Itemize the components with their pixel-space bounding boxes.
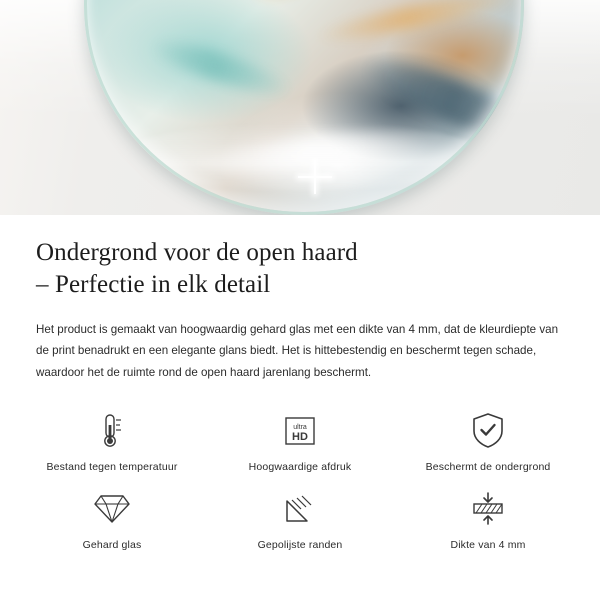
feature-item-polished-edges (206, 487, 394, 551)
feature-grid (0, 409, 600, 551)
text-content (0, 215, 600, 383)
feature-label: Gehard glas (82, 539, 142, 552)
feature-item-tempered-glass (18, 487, 206, 551)
feature-label: Hoogwaardige afdruk (248, 461, 352, 474)
svg-text:HD: HD (292, 431, 308, 444)
feature-label: Gepolijste randen (257, 539, 343, 552)
round-glass-panel (84, 0, 524, 215)
description-paragraph: Het product is gemaakt van hoogwaardig gehard glas met een dikte van 4 mm, dat de kleurdiepte van de print benadrukt en een elegante glans biedt. Het is hittebestendig en beschermt tegen schade, waardoor het de ruimte rond de open haard jarenlang beschermt. (36, 323, 559, 379)
page-title (36, 237, 564, 301)
polished-edges-icon (282, 487, 318, 531)
feature-item-temperature (18, 409, 206, 473)
svg-text:ultra: ultra (293, 424, 307, 432)
ultra-hd-icon (281, 409, 319, 453)
hero-image (0, 0, 600, 215)
shield-check-icon (470, 409, 506, 453)
thermometer-icon (95, 409, 129, 453)
feature-label: Dikte van 4 mm (450, 539, 526, 552)
feature-item-surface-protection (394, 409, 582, 473)
feature-label: Bestand tegen temperatuur (46, 461, 178, 474)
feature-label: Beschermt de ondergrond (425, 461, 551, 474)
thickness-4mm-icon (468, 487, 508, 531)
diamond-icon (93, 487, 131, 531)
feature-item-thickness (394, 487, 582, 551)
headline-line-1: Ondergrond voor de open haard (36, 239, 358, 266)
feature-item-print-quality (206, 409, 394, 473)
headline-line-2: – Perfectie in elk detail (36, 271, 271, 298)
